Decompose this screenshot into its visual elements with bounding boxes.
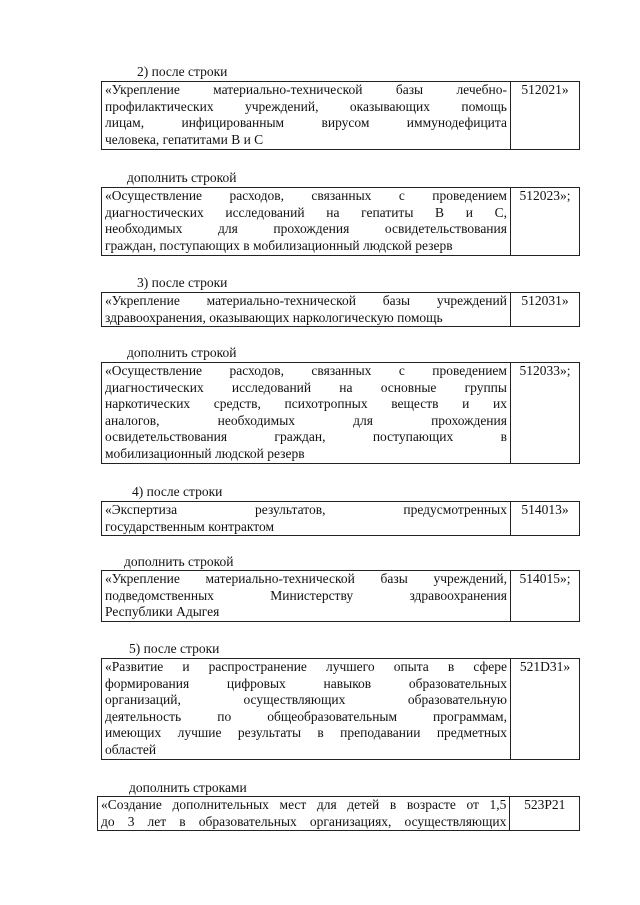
description-line: лицам, инфицированным вирусом иммунодефицита	[105, 115, 507, 130]
description-line: «Экспертиза результатов, предусмотренных	[105, 502, 507, 517]
description-line: организаций, осуществляющих образовательную	[105, 692, 507, 707]
classification-table-section-5	[101, 658, 580, 760]
description-line: подведомственных Министерству здравоохранения	[105, 587, 507, 603]
description-line: до 3 лет в образовательных организациях, осуществляющих	[101, 813, 507, 829]
classification-table-section-4	[101, 501, 580, 536]
section-heading-after-row-5: 5) после строки	[129, 641, 220, 656]
section-heading-add-row-3: дополнить строкой	[127, 345, 237, 360]
row-code-cell: 523P21	[510, 797, 580, 831]
table-row	[102, 659, 580, 760]
row-code-cell: 514015»;	[510, 571, 579, 622]
section-heading-add-row-4: дополнить строкой	[124, 554, 234, 569]
description-line: диагностических исследований на гепатиты В и С,	[105, 204, 507, 220]
table-row	[102, 293, 580, 327]
section-heading-after-row-3: 3) после строки	[137, 275, 228, 290]
description-line: человека, гепатитами В и С	[105, 131, 264, 147]
description-line: аналогов, необходимых для прохождения	[105, 412, 507, 428]
row-description-cell	[98, 797, 510, 831]
row-description-cell	[102, 188, 511, 256]
row-description-cell	[102, 82, 511, 150]
row-code-cell: 512033»;	[510, 363, 579, 464]
section-heading-add-rows-5: дополнить строками	[129, 780, 247, 795]
description-line: наркотических средств, психотропных веществ и их	[105, 396, 507, 411]
description-line: имеющих лучшие результаты в преподавании предметных	[105, 725, 507, 740]
classification-table-addition-2	[101, 187, 580, 256]
table-row	[102, 82, 580, 150]
table-row	[102, 502, 580, 536]
description-line: граждан, поступающих в мобилизационный людской резерв	[105, 237, 453, 253]
row-description-cell	[102, 659, 511, 760]
description-line: «Укрепление материально-технической базы учреждений	[105, 293, 507, 308]
section-heading-add-row-2: дополнить строкой	[127, 170, 237, 185]
table-row	[102, 188, 580, 256]
description-line: мобилизационный людской резерв	[105, 445, 305, 461]
table-row	[98, 797, 580, 831]
section-heading-after-row-4: 4) после строки	[132, 484, 223, 499]
description-line: Республики Адыгея	[105, 604, 220, 619]
table-row	[102, 363, 580, 464]
row-description-cell	[102, 293, 511, 327]
description-line: «Осуществление расходов, связанных с проведением	[105, 188, 507, 203]
classification-table-addition-3	[101, 362, 580, 464]
description-line: необходимых для прохождения освидетельствования	[105, 221, 507, 236]
row-description-cell	[102, 502, 511, 536]
description-line: профилактических учреждений, оказывающих помощь	[105, 98, 507, 114]
description-line: деятельность по общеобразовательным программам,	[105, 708, 507, 724]
row-code-cell: 512023»;	[510, 188, 579, 256]
description-line: «Осуществление расходов, связанных с проведением	[105, 363, 507, 378]
table-row	[102, 571, 580, 622]
description-line: «Развитие и распространение лучшего опыта в сфере	[105, 659, 507, 674]
description-line: «Укрепление материально-технической базы лечебно-	[105, 82, 507, 97]
description-line: здравоохранения, оказывающих наркологическую помощь	[105, 309, 443, 325]
description-line: диагностических исследований на основные группы	[105, 379, 507, 395]
description-line: освидетельствования граждан, поступающих в	[105, 429, 507, 444]
classification-table-section-3	[101, 292, 580, 327]
section-heading-after-row-2: 2) после строки	[137, 64, 228, 79]
row-code-cell: 512021»	[510, 82, 579, 150]
row-description-cell	[102, 363, 511, 464]
description-line: областей	[105, 741, 157, 757]
description-line: государственным контрактом	[105, 518, 275, 534]
row-code-cell: 521D31»	[510, 659, 579, 760]
row-description-cell	[102, 571, 511, 622]
row-code-cell: 512031»	[510, 293, 579, 327]
row-code-cell: 514013»	[510, 502, 579, 536]
classification-table-addition-4	[101, 570, 580, 622]
classification-table-addition-5	[97, 796, 580, 831]
classification-table-section-2	[101, 81, 580, 150]
description-line: «Укрепление материально-технической базы учреждений,	[105, 571, 507, 586]
description-line: формирования цифровых навыков образовательных	[105, 675, 507, 691]
description-line: «Создание дополнительных мест для детей в возрасте от 1,5	[101, 797, 507, 812]
